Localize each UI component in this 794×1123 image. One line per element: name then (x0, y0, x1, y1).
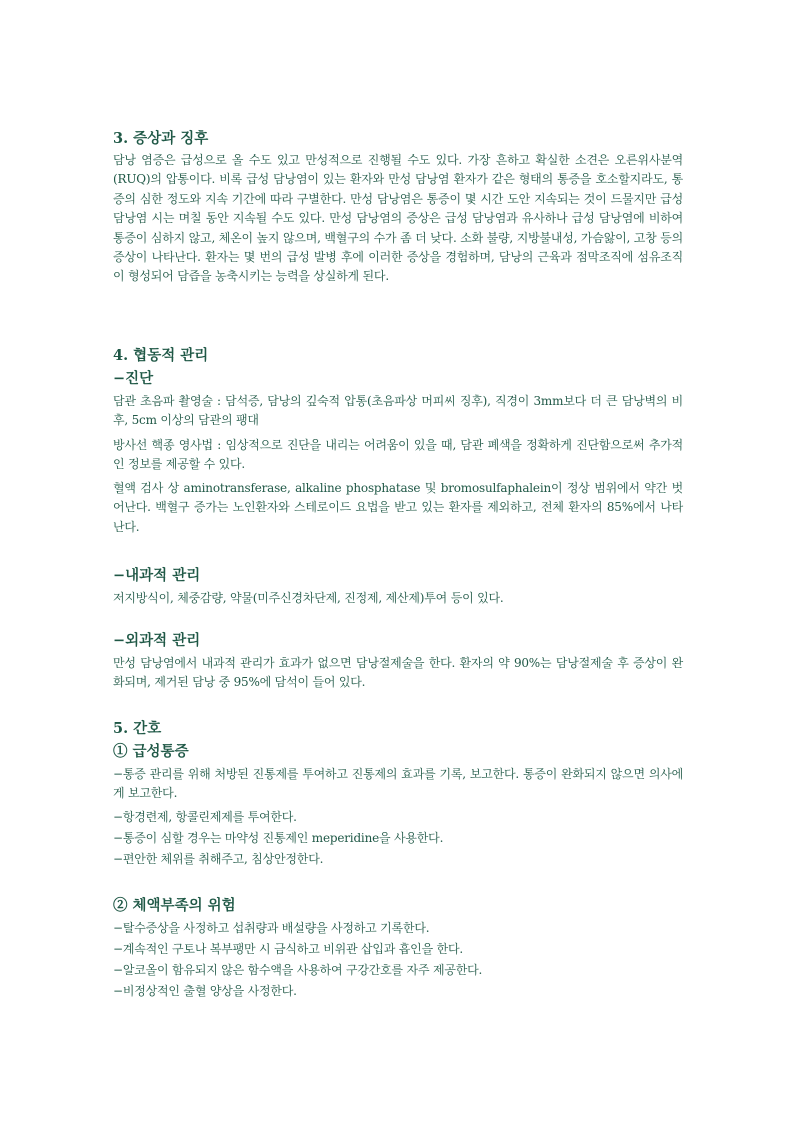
medical-management-body: 저지방식이, 체중감량, 약물(미주신경차단제, 진정제, 제산제)투여 등이 있다. (113, 591, 504, 605)
section-4-heading: 4. 협동적 관리 (113, 347, 209, 364)
list-item: −비정상적인 출혈 양상을 사정한다. (113, 984, 297, 998)
diagnosis-ultrasound: 담관 초음파 촬영술 : 담석증, 담낭의 깊숙적 압통(초음파상 머피씨 징후), 직경이 3mm보다 더 큰 담낭벽의 비후, 5cm 이상의 담관의 팽대 (113, 394, 683, 428)
list-item: −항경련제, 항콜린제제를 투여한다. (113, 810, 297, 824)
diagnosis-heading: −진단 (113, 370, 154, 387)
acute-pain-heading: ① 급성통증 (113, 743, 189, 760)
list-item: −통증이 심할 경우는 마약성 진통제인 meperidine을 사용한다. (113, 831, 444, 845)
section-3-heading: 3. 증상과 징후 (113, 130, 209, 147)
list-item: −편안한 체위를 취해주고, 침상안정한다. (113, 852, 324, 866)
medical-management-heading: −내과적 관리 (113, 567, 201, 584)
section-5-heading: 5. 간호 (113, 720, 162, 737)
list-item: −통증 관리를 위해 처방된 진통제를 투여하고 진통제의 효과를 기록, 보고한다. 통증이 완화되지 않으면 의사에게 보고한다. (113, 767, 683, 801)
surgical-management-heading: −외과적 관리 (113, 632, 201, 649)
section-3-body: 담낭 염증은 급성으로 올 수도 있고 만성적으로 진행될 수도 있다. 가장 흔하고 확실한 소견은 오른위사분역(RUQ)의 압통이다. 비록 급성 담낭염이 있는 환자와 만성 담낭염 환자가 같은 형태의 통증을 호소할지라도, 통증의 심한 정도와 지속 기간에 따라 구별한다. 만성 담낭염은 통증이 몇 시간 도안 지속되는 것이 드물지만 급성 담낭염 시는 며칠 동안 지속될 수도 있다. 만성 담낭염의 증상은 급성 담낭염과 유사하나 급성 담낭염에 비하여 통증이 심하지 않고, 체온이 높지 않으며, 백혈구의 수가 좀 더 낮다. 소화 불량, 지방불내성, 가슴앓이, 고창 등의 증상이 나타난다. 환자는 몇 번의 급성 발병 후에 이러한 증상을 경험하며, 담낭의 근육과 점막조직에 섬유조직이 형성되어 담즙을 농축시키는 능력을 상실하게 된다. (113, 153, 683, 284)
diagnosis-radionuclide: 방사선 핵종 영사법 : 임상적으로 진단을 내리는 어려움이 있을 때, 담관 폐색을 정확하게 진단함으로써 추가적인 정보를 제공할 수 있다. (113, 438, 683, 472)
list-item: −탈수증상을 사정하고 섭취량과 배설량을 사정하고 기록한다. (113, 921, 430, 935)
surgical-management-body: 만성 담낭염에서 내과적 관리가 효과가 없으면 담낭절제술을 한다. 환자의 약 90%는 담낭절제술 후 증상이 완화되며, 제거된 담낭 중 95%에 담석이 들어 있다. (113, 656, 683, 690)
fluid-deficit-heading: ② 체액부족의 위험 (113, 897, 236, 914)
list-item: −계속적인 구토나 복부팽만 시 금식하고 비위관 삽입과 흡인을 한다. (113, 942, 463, 956)
diagnosis-blood-test: 혈액 검사 상 aminotransferase, alkaline phosphatase 및 bromosulfaphalein이 정상 범위에서 약간 벗어난다. 백혈구 증가는 노인환자와 스테로이드 요법을 받고 있는 환자를 제외하고, 전체 환자의 85%에서 나타난다. (113, 481, 683, 534)
list-item: −알코올이 함유되지 않은 함수액을 사용하여 구강간호를 자주 제공한다. (113, 963, 483, 977)
